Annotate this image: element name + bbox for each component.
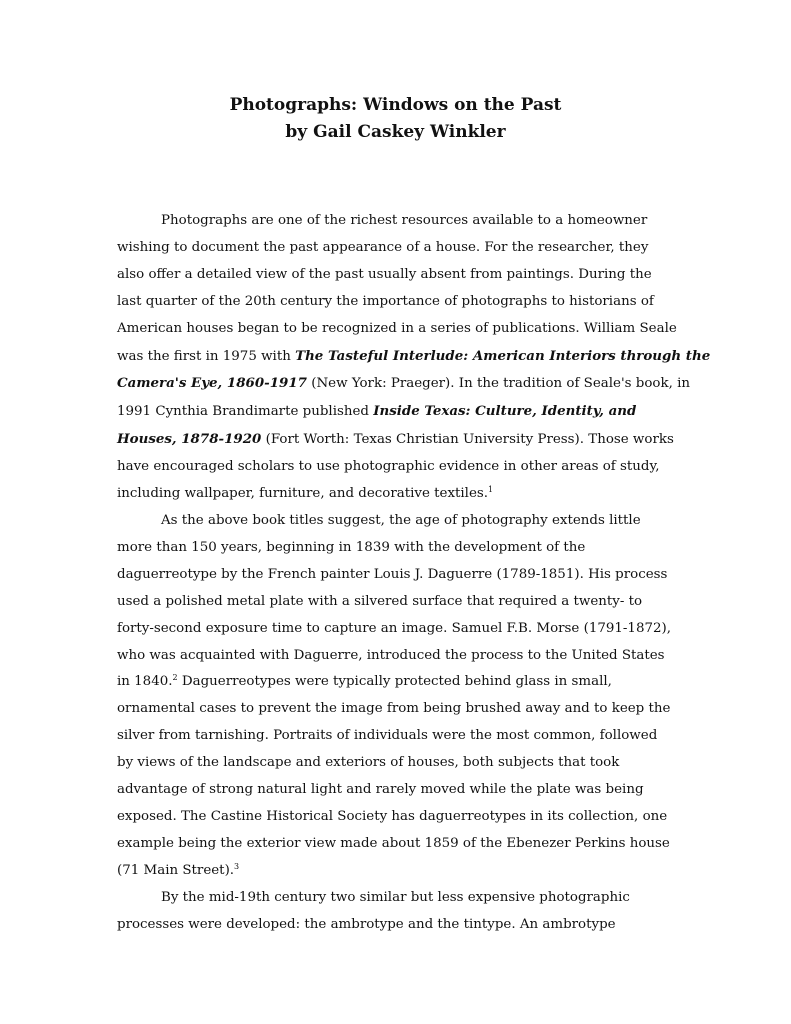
text-line (117, 831, 683, 858)
text-run: was the first in 1975 with (117, 348, 296, 364)
document-title: Photographs: Windows on the Past (229, 95, 562, 115)
text-run: who was acquainted with Daguerre, introduced the process to the United States (117, 647, 665, 663)
text-run: (New York: Praeger). In the tradition of Seale's book, in (306, 376, 690, 392)
text-run: (Fort Worth: Texas Christian University Press). Those works (261, 432, 674, 448)
text-line (117, 316, 683, 343)
footnote-marker: 1 (488, 485, 494, 495)
text-run: exposed. The Castine Historical Society has daguerreotypes in its collection, one (117, 808, 668, 824)
text-line (117, 562, 683, 589)
footnote-marker: 3 (234, 861, 240, 871)
text-run: By the mid-19th century two similar but less expensive photographic (161, 889, 630, 905)
title-block (0, 92, 791, 146)
text-run: used a polished metal plate with a silvered surface that required a twenty- to (117, 593, 643, 609)
paragraph (117, 885, 683, 939)
text-run: As the above book titles suggest, the age of photography extends little (161, 512, 641, 528)
text-run: 1991 Cynthia Brandimarte published (117, 404, 374, 420)
text-line (117, 669, 683, 696)
text-line (117, 235, 683, 262)
text-run: ornamental cases to prevent the image from being brushed away and to keep the (117, 701, 671, 717)
text-line (117, 750, 683, 777)
text-line (117, 454, 683, 481)
book-title: Inside Texas: Culture, Identity, and (373, 403, 637, 420)
text-line (117, 777, 683, 804)
text-line (117, 481, 683, 508)
text-run: in 1840. (117, 674, 173, 690)
document-byline: by Gail Caskey Winkler (285, 122, 506, 142)
text-run: including wallpaper, furniture, and decorative textiles. (117, 486, 489, 502)
text-run: daguerreotype by the French painter Louis J. Daguerre (1789-1851). His process (117, 566, 668, 582)
body-text (117, 208, 711, 938)
text-run: by views of the landscape and exteriors of houses, both subjects that took (117, 755, 620, 771)
text-run: (71 Main Street). (117, 862, 235, 878)
text-line (117, 723, 683, 750)
text-run: Photographs are one of the richest resources available to a homeowner (161, 213, 648, 228)
text-run: American houses began to be recognized in a series of publications. William Seale (117, 320, 677, 336)
text-line (117, 643, 683, 670)
paragraph (117, 208, 711, 508)
text-line (117, 289, 683, 316)
text-run: more than 150 years, beginning in 1839 with the development of the (117, 539, 586, 555)
text-run: wishing to document the past appearance of a house. For the researcher, they (117, 239, 649, 255)
book-title: The Tasteful Interlude: American Interiors through the (295, 347, 711, 364)
text-line (117, 262, 683, 289)
text-run: also offer a detailed view of the past usually absent from paintings. During the (117, 266, 652, 282)
text-line (117, 885, 683, 912)
text-line (117, 343, 711, 371)
text-run: last quarter of the 20th century the importance of photographs to historians of (117, 293, 654, 309)
text-line (117, 370, 690, 398)
text-line (117, 616, 683, 643)
text-run: example being the exterior view made about 1859 of the Ebenezer Perkins house (117, 835, 670, 851)
text-line (117, 858, 683, 885)
text-line (117, 804, 683, 831)
text-run: Daguerreotypes were typically protected behind glass in small, (177, 674, 612, 690)
text-run: silver from tarnishing. Portraits of individuals were the most common, followed (117, 728, 658, 744)
text-line (117, 508, 683, 535)
text-line (117, 426, 683, 454)
paragraph (117, 508, 683, 885)
book-title: Camera's Eye, 1860-1917 (117, 375, 307, 392)
footnote-marker: 2 (172, 673, 178, 683)
text-line (117, 912, 683, 939)
text-run: processes were developed: the ambrotype and the tintype. An ambrotype (117, 916, 616, 932)
text-line (117, 208, 683, 235)
text-run: advantage of strong natural light and rarely moved while the plate was being (117, 782, 644, 798)
text-line (117, 696, 683, 723)
text-line (117, 535, 683, 562)
book-title: Houses, 1878-1920 (117, 431, 262, 448)
text-run: forty-second exposure time to capture an image. Samuel F.B. Morse (1791-1872), (117, 620, 671, 636)
text-line (117, 398, 683, 426)
text-run: have encouraged scholars to use photographic evidence in other areas of study, (117, 459, 660, 475)
text-line (117, 589, 683, 616)
